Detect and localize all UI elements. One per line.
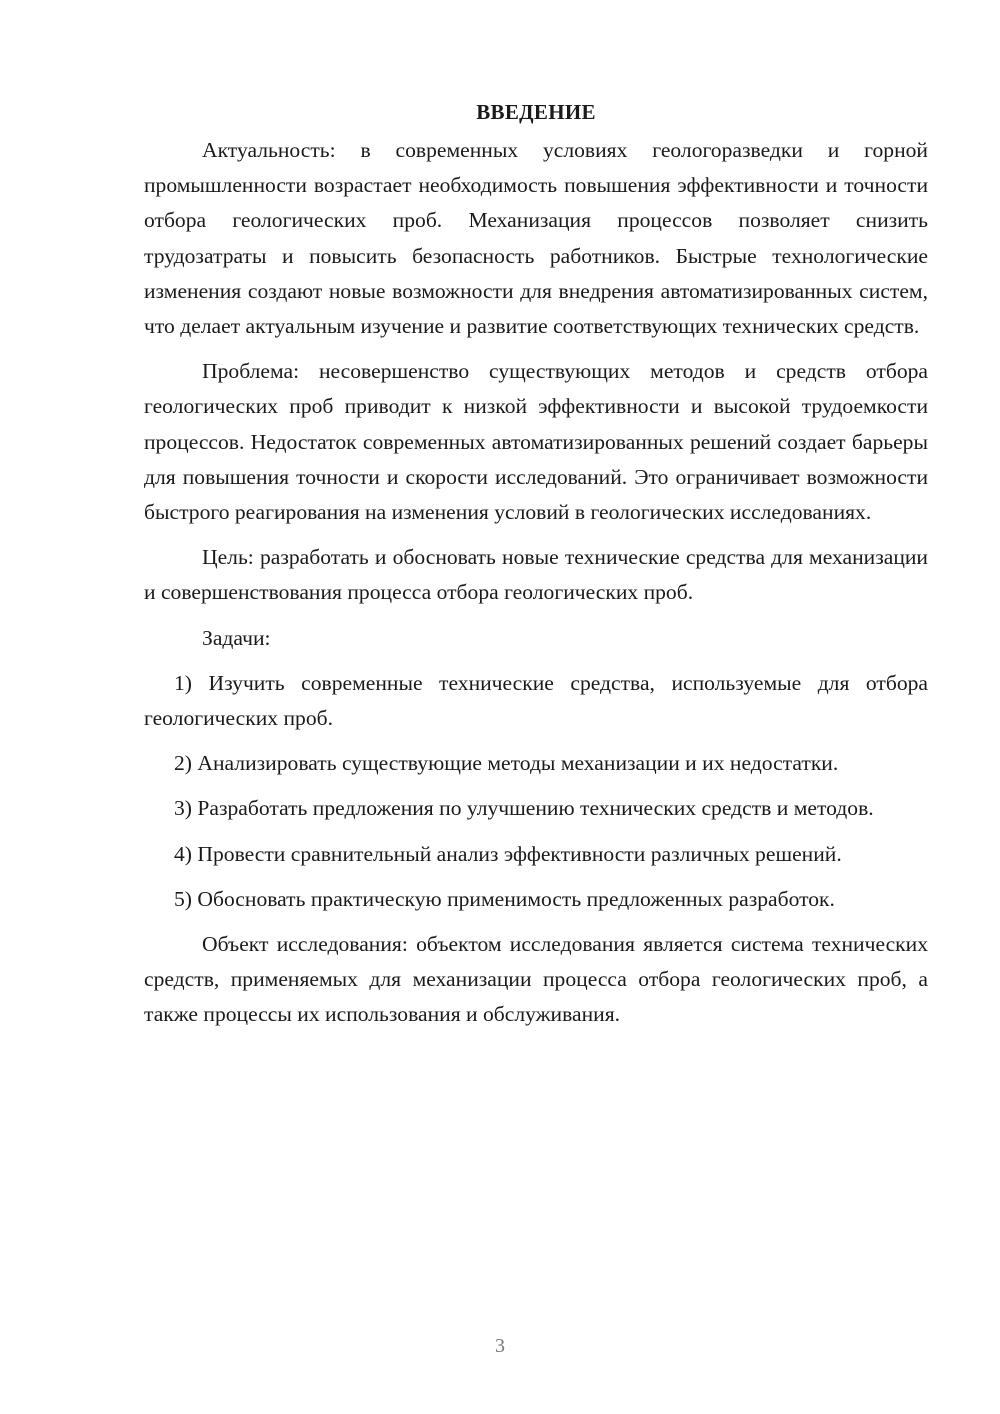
page-content xyxy=(144,95,928,1043)
problem-paragraph: Проблема: несовершенство существующих методов и средств отбора геологических проб приводит к низкой эффективности и высокой трудоемкости процессов. Недостаток современных автоматизированных решений создает барьеры для повышения точности и скорости исследований. Это ограничивает возможности быстрого реагирования на изменения условий в геологических исследованиях. xyxy=(144,359,928,525)
task-item: 3) Разработать предложения по улучшению технических средств и методов. xyxy=(174,796,874,821)
page-number: 3 xyxy=(495,1335,505,1357)
object-paragraph: Объект исследования: объектом исследования является система технических средств, применяемых для механизации процесса отбора геологических проб, а также процессы их использования и обслуживания. xyxy=(144,932,928,1027)
section-heading: ВВЕДЕНИЕ xyxy=(476,100,596,124)
task-item: 4) Провести сравнительный анализ эффективности различных решений. xyxy=(174,841,842,866)
goal-paragraph: Цель: разработать и обосновать новые технические средства для механизации и совершенствования процесса отбора геологических проб. xyxy=(144,545,928,605)
tasks-label: Задачи: xyxy=(202,625,271,650)
relevance-paragraph: Актуальность: в современных условиях геологоразведки и горной промышленности возрастает необходимость повышения эффективности и точности отбора геологических проб. Механизация процессов позволяет снизить трудозатраты и повысить безопасность работников. Быстрые технологические изменения создают новые возможности для внедрения автоматизированных систем, что делает актуальным изучение и развитие соответствующих технических средств. xyxy=(144,138,928,339)
task-item: 1) Изучить современные технические средства, используемые для отбора геологических проб. xyxy=(144,670,928,731)
task-item: 2) Анализировать существующие методы механизации и их недостатки. xyxy=(174,751,839,776)
task-list xyxy=(144,666,928,917)
task-item: 5) Обосновать практическую применимость предложенных разработок. xyxy=(174,886,835,911)
